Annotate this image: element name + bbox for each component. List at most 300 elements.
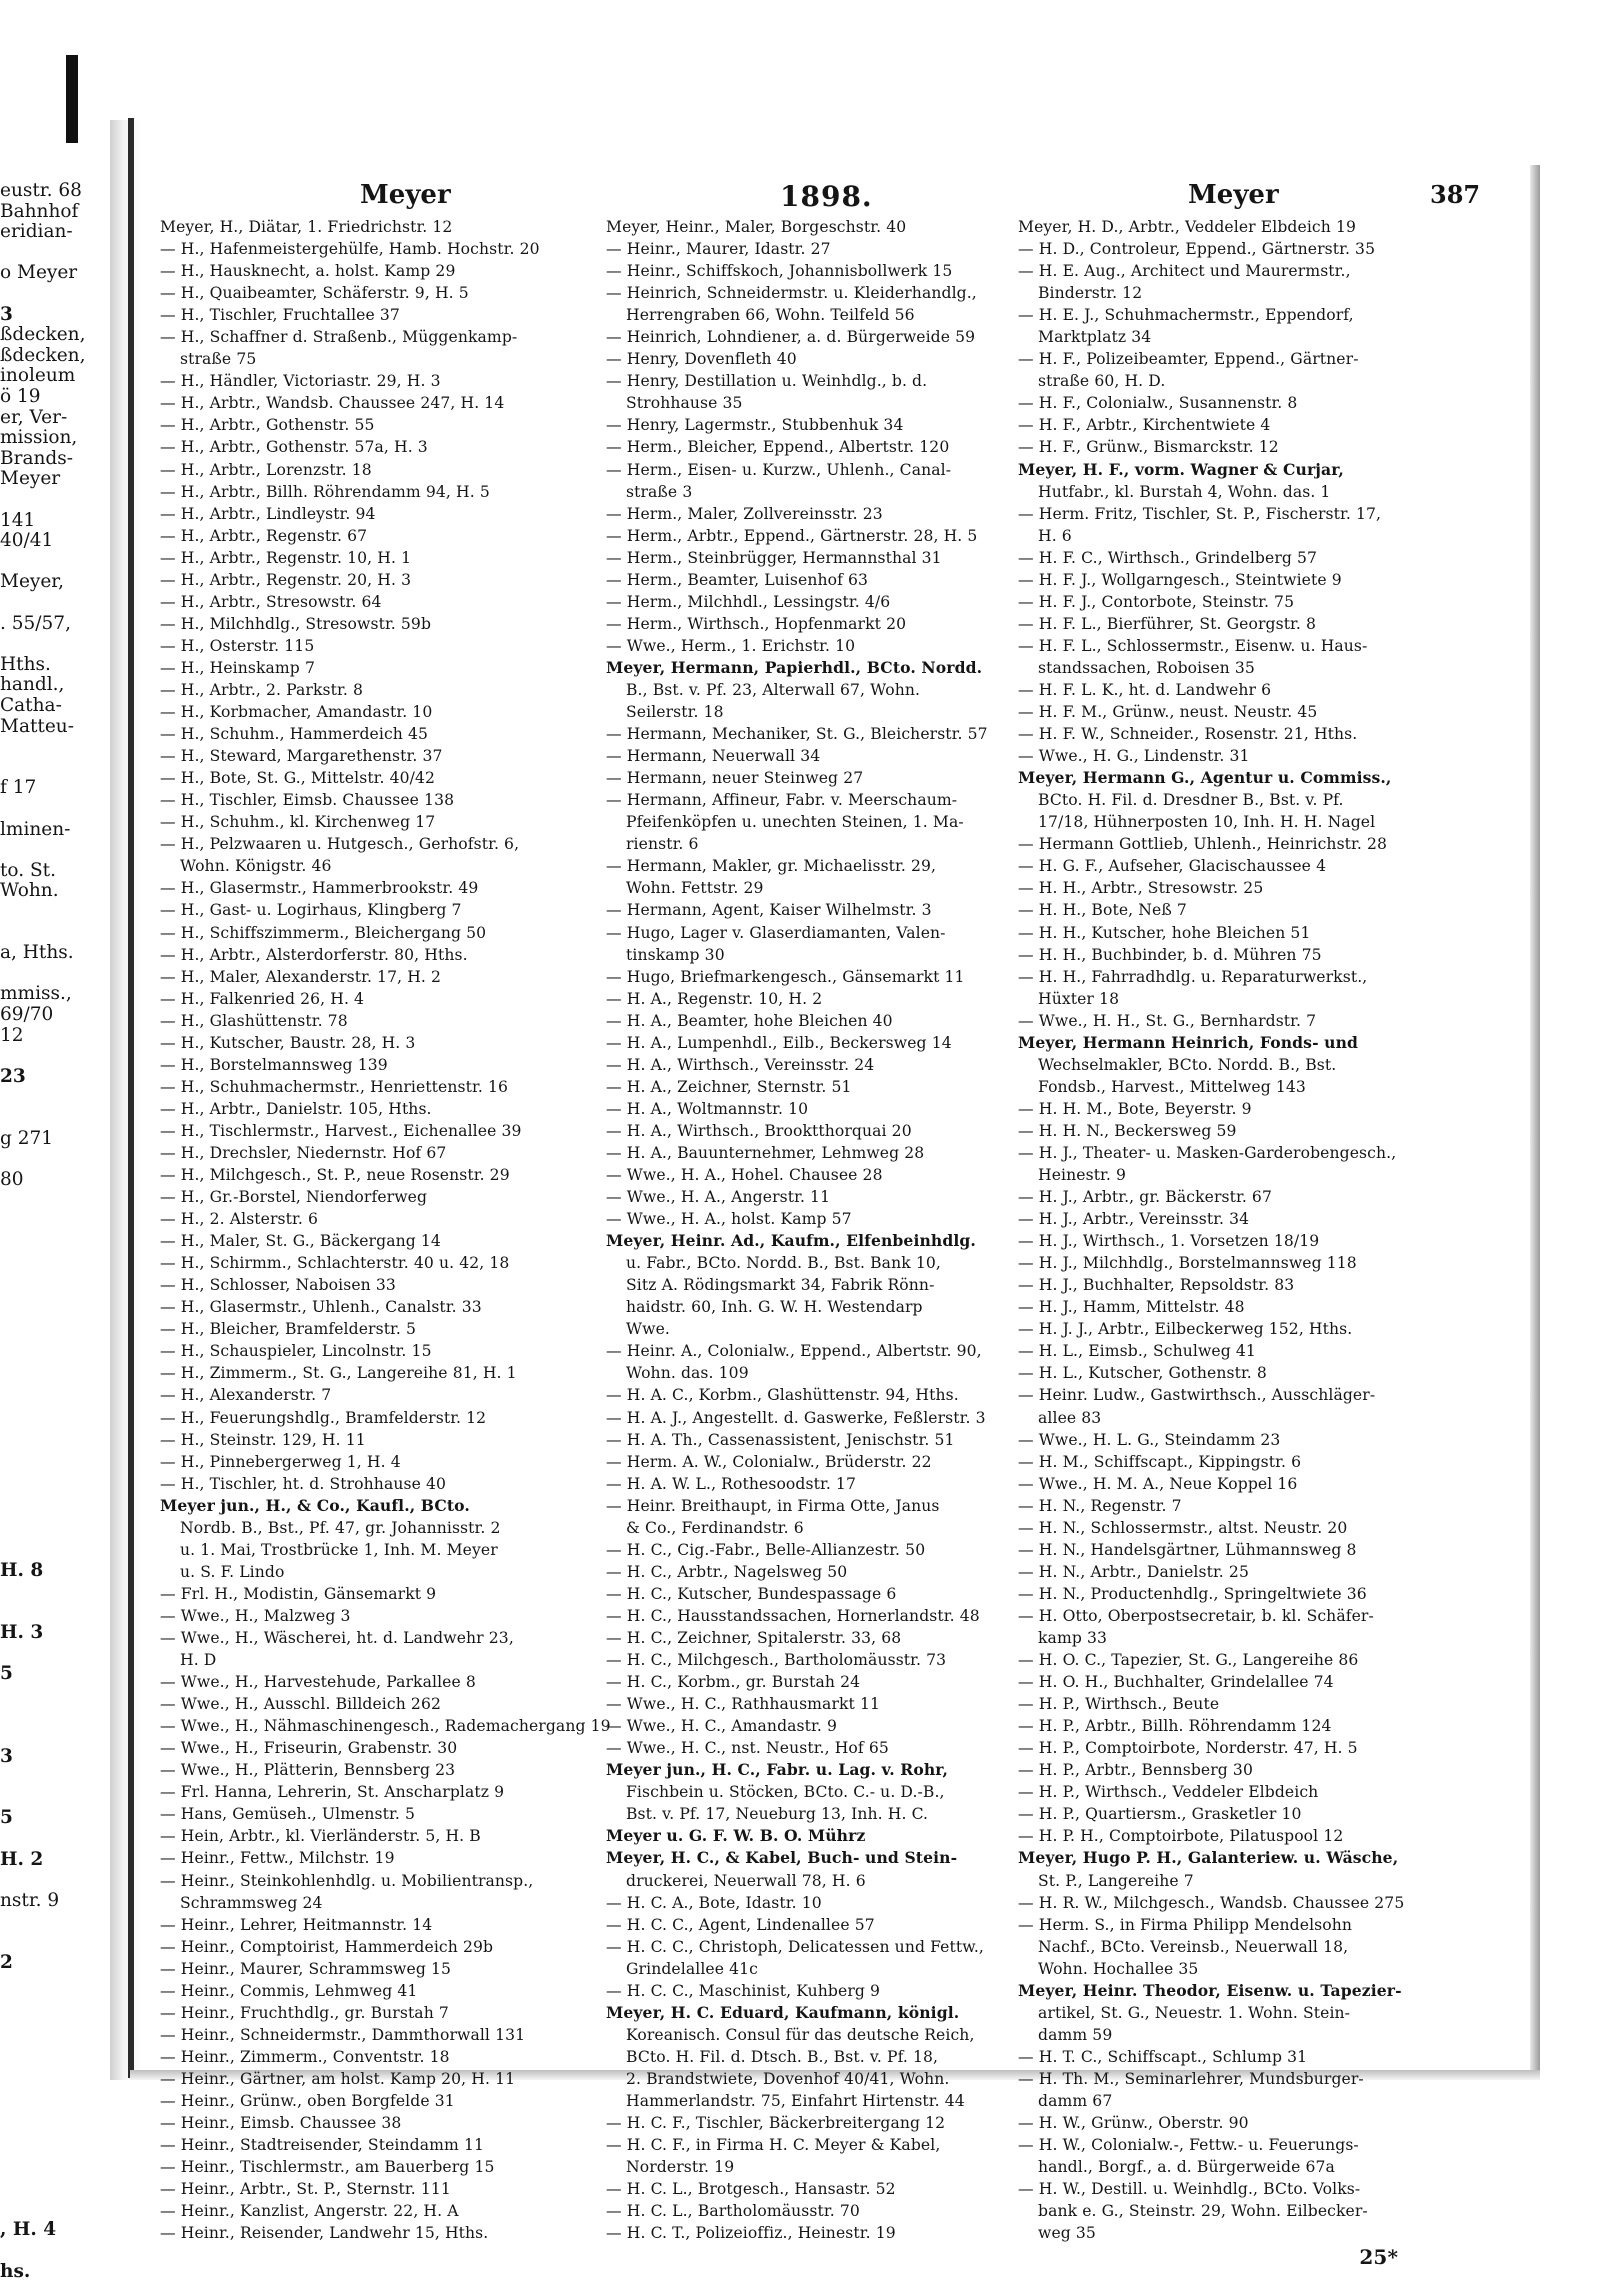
directory-entry-line: — Heinr., Tischlermstr., am Bauerberg 15 [160,2158,495,2177]
directory-entry-line: u. Fabr., BCto. Nordd. B., Bst. Bank 10, [626,1254,941,1273]
directory-entry-line: — H. J., Milchhdlg., Borstelmannsweg 118 [1018,1254,1357,1273]
left-page-line: Matteu- [0,715,74,737]
directory-entry-line: H. 6 [1038,526,1072,545]
directory-entry-line: Meyer, Hermann, Papierhdl., BCto. Nordd. [606,657,983,677]
left-page-line: inoleum [0,365,76,387]
directory-entry-line: — H., Tischlermstr., Harvest., Eichenallee 39 [160,1121,522,1140]
directory-entry-line: Wechselmakler, BCto. Nordd. B., Bst. [1038,1055,1337,1074]
directory-entry-line: — Heinr., Lehrer, Heitmannstr. 14 [160,1915,433,1934]
left-page-line: ö 19 [0,386,41,407]
book-spine-mark [66,55,78,143]
directory-entry-line: — H. Otto, Oberpostsecretair, b. kl. Schäfer- [1018,1606,1374,1625]
directory-entry-line: — Wwe., H., Friseurin, Grabenstr. 30 [160,1739,458,1758]
directory-entry-line: — H. C. A., Bote, Idastr. 10 [606,1893,822,1912]
directory-entry-line: Schrammsweg 24 [180,1893,323,1912]
directory-entry-line: BCto. H. Fil. d. Dtsch. B., Bst. v. Pf. 18, [626,2047,939,2066]
directory-entry-line: — H., Korbmacher, Amandastr. 10 [160,703,433,722]
header-right-name: Meyer [1188,180,1279,210]
directory-entry-line: — Heinr., Fettw., Milchstr. 19 [160,1849,395,1868]
directory-entry-line: — H. C. T., Polizeioffiz., Heinestr. 19 [606,2224,896,2243]
directory-entry-line: — Herm. S., in Firma Philipp Mendelsohn [1018,1915,1353,1934]
directory-entry-line: — Heinrich, Schneidermstr. u. Kleiderhandlg., [606,284,977,303]
directory-entry-line: — H. C. L., Bartholomäusstr. 70 [606,2202,860,2221]
left-page-line: hs. [0,2260,31,2282]
directory-entry-line: — H. H., Buchbinder, b. d. Mühren 75 [1018,945,1322,964]
directory-entry-line: — H. C., Korbm., gr. Burstah 24 [606,1673,861,1692]
directory-entry-line: straße 3 [626,482,693,501]
left-page-line: 5 [0,1807,13,1829]
directory-entry-line: — Heinr. A., Colonialw., Eppend., Albertstr. 90, [606,1342,982,1361]
column-1 [160,216,611,2243]
left-page-line: ßdecken, [0,344,86,366]
directory-entry-line: tinskamp 30 [626,945,725,964]
directory-entry-line: — Heinr., Gärtner, am holst. Kamp 20, H. 11 [160,2069,516,2088]
left-page-line: handl., [0,674,65,696]
directory-entry-line: Bst. v. Pf. 17, Neueburg 13, Inh. H. C. [626,1805,929,1824]
directory-entry-line: handl., Borgf., a. d. Bürgerweide 67a [1038,2158,1335,2177]
directory-entry-line: — H. A., Beamter, hohe Bleichen 40 [606,1011,893,1030]
directory-entry-line: — H. F., Arbtr., Kirchentwiete 4 [1018,416,1271,435]
left-page-line: eridian- [0,221,73,243]
directory-entry-line: — Wwe., H., Plätterin, Bennsberg 23 [160,1761,456,1780]
left-page-line: Bahnhof [0,200,79,222]
directory-entry-line: — H., Pinnebergerweg 1, H. 4 [160,1452,401,1471]
directory-entry-line: — H., Arbtr., 2. Parkstr. 8 [160,680,363,699]
directory-entry-line: — Heinr., Maurer, Idastr. 27 [606,240,831,259]
directory-entry-line: — H. C., Milchgesch., Bartholomäusstr. 73 [606,1651,947,1670]
directory-entry-line: — H. O. C., Tapezier, St. G., Langereihe 86 [1018,1651,1359,1670]
directory-entry-line: — Hein, Arbtr., kl. Vierländerstr. 5, H. B [160,1827,481,1846]
directory-entry-line: — H. N., Handelsgärtner, Lühmannsweg 8 [1018,1540,1357,1559]
directory-entry-line: — Wwe., H., Wäscherei, ht. d. Landwehr 23, [160,1629,514,1647]
directory-entry-line: Wohn. Hochallee 35 [1038,1959,1199,1978]
left-page-line: 2 [0,1951,13,1973]
directory-entry-line: — Henry, Lagermstr., Stubbenhuk 34 [606,416,904,435]
directory-entry-line: — H. Th. M., Seminarlehrer, Mundsburger- [1018,2069,1364,2088]
directory-entry-line: H. D [180,1651,217,1670]
directory-entry-line: — Hans, Gemüseh., Ulmenstr. 5 [160,1805,415,1824]
directory-entry-line: Meyer, Heinr., Maler, Borgeschstr. 40 [606,218,907,236]
directory-entry-line: — H., Tischler, ht. d. Strohhause 40 [160,1474,447,1493]
left-page-line: to. St. [0,859,56,881]
directory-entry-line: — H. L., Eimsb., Schulweg 41 [1018,1342,1256,1361]
header-left-name: Meyer [360,180,451,210]
directory-entry-line: Binderstr. 12 [1038,284,1143,303]
left-page-line: mission, [0,427,78,449]
directory-entry-line: Meyer, Hugo P. H., Galanteriew. u. Wäsche, [1018,1848,1399,1868]
directory-entry-line: Wwe. [626,1320,670,1339]
directory-entry-line: 17/18, Hühnerposten 10, Inh. H. H. Nagel [1038,813,1376,832]
directory-entry-line: — H., Borstelmannsweg 139 [160,1055,388,1074]
directory-entry-line: — H. H., Arbtr., Stresowstr. 25 [1018,879,1264,898]
directory-entry-line: — H. P., Comptoirbote, Norderstr. 47, H. 5 [1018,1739,1358,1758]
directory-entry-line: druckerei, Neuerwall 78, H. 6 [626,1871,866,1890]
directory-entry-line: — H. A., Regenstr. 10, H. 2 [606,989,823,1008]
directory-entry-line: Marktplatz 34 [1038,328,1152,347]
page-number: 387 [1430,180,1481,209]
directory-entry-line: — Herm., Bleicher, Eppend., Albertstr. 120 [606,438,950,457]
directory-entry-line: Norderstr. 19 [626,2158,735,2177]
directory-entry-line: — Heinr., Maurer, Schrammsweg 15 [160,1959,452,1978]
directory-entry-line: — H. P., Arbtr., Bennsberg 30 [1018,1761,1253,1780]
directory-entry-line: — Heinr., Commis, Lehmweg 41 [160,1981,418,2000]
directory-entry-line: — Wwe., H., Nähmaschinengesch., Rademachergang 19 [160,1717,611,1736]
directory-entry-line: — H., Arbtr., Alsterdorferstr. 80, Hths. [160,945,468,964]
directory-entry-line: — H., Zimmerm., St. G., Langereihe 81, H. 1 [160,1364,517,1383]
directory-entry-line: — H. T. C., Schiffscapt., Schlump 31 [1018,2047,1308,2066]
directory-entry-line: — Wwe., H. H., St. G., Bernhardstr. 7 [1018,1011,1317,1030]
directory-entry-line: — H. C., Hausstandssachen, Hornerlandstr. 48 [606,1606,980,1625]
directory-entry-line: Meyer, Heinr. Ad., Kaufm., Elfenbeinhdlg. [606,1231,976,1251]
directory-entry-line: — H. A., Zeichner, Sternstr. 51 [606,1077,852,1096]
directory-entry-line: Meyer jun., H. C., Fabr. u. Lag. v. Rohr, [606,1760,948,1780]
left-page-line: 69/70 [0,1004,54,1025]
directory-entry-line: — H., Drechsler, Niedernstr. Hof 67 [160,1143,447,1162]
directory-entry-line: — Wwe., H., Harvestehude, Parkallee 8 [160,1673,476,1692]
directory-entry-line: — Heinr., Stadtreisender, Steindamm 11 [160,2136,484,2155]
directory-entry-line: — H. N., Schlossermstr., altst. Neustr. 20 [1018,1518,1348,1537]
directory-entry-line: — Wwe., H. A., Hohel. Chausee 28 [606,1166,883,1185]
directory-entry-line: Herrengraben 66, Wohn. Teilfeld 56 [626,306,915,325]
directory-entry-line: — Hermann Gottlieb, Uhlenh., Heinrichstr. 28 [1018,835,1388,854]
directory-entry-line: Meyer, H. F., vorm. Wagner & Curjar, [1018,459,1344,479]
left-page-line: Wohn. [0,880,59,902]
directory-entry-line: — H. P. H., Comptoirbote, Pilatuspool 12 [1018,1827,1344,1846]
directory-entry-line: — H., Pelzwaaren u. Hutgesch., Gerhofstr. 6, [160,835,520,854]
directory-entry-line: Meyer, H. C., & Kabel, Buch- und Stein- [606,1848,958,1868]
directory-entry-line: Pfeifenköpfen u. unechten Steinen, 1. Ma- [626,813,964,832]
left-page-line: 80 [0,1168,24,1190]
left-page-line: Hths. [0,653,51,675]
directory-entry-line: — H. W., Grünw., Oberstr. 90 [1018,2114,1249,2133]
left-page-line: 40/41 [0,530,54,552]
directory-entry-line: Seilerstr. 18 [626,703,724,722]
directory-entry-line: — Heinr., Arbtr., St. P., Sternstr. 111 [160,2180,451,2199]
directory-entry-line: — H., Schuhm., Hammerdeich 45 [160,725,429,744]
directory-entry-line: — H. C., Kutscher, Bundespassage 6 [606,1584,897,1603]
directory-entry-line: — Herm. Fritz, Tischler, St. P., Fischerstr. 17, [1018,504,1382,523]
directory-entry-line: — H. G. F., Aufseher, Glacischaussee 4 [1018,857,1327,876]
left-page-line: 3 [0,303,13,325]
directory-entry-line: — H., Milchgesch., St. P., neue Rosenstr. 29 [160,1166,510,1185]
directory-entry-line: — H. C. F., Tischler, Bäckerbreitergang 12 [606,2114,946,2133]
left-page-line: Meyer, [0,571,64,593]
directory-entry-line: — H. J., Hamm, Mittelstr. 48 [1018,1298,1245,1317]
directory-entry-line: — H. F. W., Schneider., Rosenstr. 21, Hths. [1018,725,1358,744]
left-page-line: o Meyer [0,262,78,284]
directory-entry-line: — H. R. W., Milchgesch., Wandsb. Chaussee 275 [1018,1893,1405,1912]
directory-entry-line: — H. F., Grünw., Bismarckstr. 12 [1018,438,1279,457]
directory-entry-line: — H. W., Destill. u. Weinhdlg., BCto. Volks- [1018,2180,1361,2199]
directory-entry-line: — H., Bleicher, Bramfelderstr. 5 [160,1320,417,1339]
directory-entry-line: — H., Arbtr., Lindleystr. 94 [160,504,376,523]
gutter-line [128,118,134,2078]
directory-entry-line: — Heinrich, Lohndiener, a. d. Bürgerweide 59 [606,328,976,347]
directory-entry-line: — H., Steward, Margarethenstr. 37 [160,747,443,766]
directory-entry-line: — H., Arbtr., Danielstr. 105, Hths. [160,1099,432,1118]
directory-entry-line: Meyer, Heinr. Theodor, Eisenw. u. Tapezier- [1018,1980,1402,2000]
directory-entry-line: — H., Tischler, Eimsb. Chaussee 138 [160,791,455,810]
directory-entry-line: — H., Arbtr., Wandsb. Chaussee 247, H. 14 [160,394,505,413]
directory-entry-line: — H., Arbtr., Gothenstr. 57a, H. 3 [160,438,428,457]
directory-entry-line: — H., Schlosser, Naboisen 33 [160,1276,396,1295]
directory-entry-line: — H., Schuhm., kl. Kirchenweg 17 [160,813,436,832]
directory-entry-line: — H. C., Arbtr., Nagelsweg 50 [606,1562,848,1581]
directory-entry-line: — H. C., Cig.-Fabr., Belle-Allianzestr. 50 [606,1540,926,1559]
directory-entry-line: — H. A. C., Korbm., Glashüttenstr. 94, Hths. [606,1386,959,1405]
directory-entry-line: — H. F. L., Schlossermstr., Eisenw. u. Haus- [1018,636,1368,655]
directory-entry-line: — Wwe., Herm., 1. Erichstr. 10 [606,636,856,655]
directory-entry-line: — Herm., Arbtr., Eppend., Gärtnerstr. 28, H. 5 [606,526,978,545]
left-page-line: g 271 [0,1127,54,1149]
directory-entry-line: — Heinr., Comptoirist, Hammerdeich 29b [160,1937,494,1956]
directory-entry-line: straße 60, H. D. [1038,372,1166,391]
directory-entry-line: — H., Arbtr., Billh. Röhrendamm 94, H. 5 [160,482,490,501]
gutter-shadow [110,120,144,2080]
directory-entry-line: — H. C. F., in Firma H. C. Meyer & Kabel, [606,2136,941,2155]
directory-entry-line: — H. C. C., Agent, Lindenallee 57 [606,1915,875,1934]
directory-entry-line: — H., Gr.-Borstel, Niendorferweg [160,1188,428,1207]
directory-entry-line: Heinestr. 9 [1038,1166,1127,1185]
directory-entry-line: — Herm., Maler, Zollvereinsstr. 23 [606,504,883,523]
directory-entry-line: — Heinr., Steinkohlenhdlg. u. Mobilientransp., [160,1871,534,1890]
directory-entry-line: 25* [1359,2245,1398,2270]
directory-entry-line: — H., Tischler, Fruchtallee 37 [160,306,400,325]
directory-entry-line: u. S. F. Lindo [180,1562,285,1581]
directory-entry-line: — H. N., Regenstr. 7 [1018,1496,1182,1515]
directory-entry-line: u. 1. Mai, Trostbrücke 1, Inh. M. Meyer [180,1540,498,1559]
directory-entry-line: — H. F. L., Bierführer, St. Georgstr. 8 [1018,614,1317,633]
directory-entry-line: artikel, St. G., Neuestr. 1. Wohn. Stein- [1038,2003,1351,2022]
directory-entry-line: bank e. G., Steinstr. 29, Wohn. Eilbecker- [1038,2202,1368,2221]
directory-entry-line: — H. P., Wirthsch., Veddeler Elbdeich [1018,1783,1319,1802]
directory-entry-line: — H., Händler, Victoriastr. 29, H. 3 [160,372,441,391]
left-page-line: er, Ver- [0,406,68,428]
page-edge-right [1530,165,1540,2075]
directory-entry-line: — Heinr., Kanzlist, Angerstr. 22, H. A [160,2202,459,2221]
left-page-line: 5 [0,1663,13,1685]
left-page-line: . 55/57, [0,612,71,634]
directory-entry-line: — H. A., Woltmannstr. 10 [606,1099,809,1118]
directory-entry-line: — H. E. J., Schuhmachermstr., Eppendorf, [1018,306,1354,325]
directory-entry-line: — H., 2. Alsterstr. 6 [160,1210,318,1229]
directory-entry-line: — Hugo, Briefmarkengesch., Gänsemarkt 11 [606,967,965,986]
directory-entry-line: — Wwe., H., Malzweg 3 [160,1606,351,1625]
directory-entry-line: — Herm., Beamter, Luisenhof 63 [606,570,869,589]
directory-entry-line: Sitz A. Rödingsmarkt 34, Fabrik Rönn- [626,1276,935,1295]
directory-entry-line: — H. F., Polizeibeamter, Eppend., Gärtner- [1018,350,1359,369]
directory-entry-line: — Wwe., H. A., Angerstr. 11 [606,1188,831,1207]
directory-entry-line: — H., Arbtr., Regenstr. 10, H. 1 [160,548,412,567]
directory-entry-line: Nordb. B., Bst., Pf. 47, gr. Johannisstr. 2 [180,1518,501,1537]
left-page-line: H. 2 [0,1848,44,1870]
left-page-line: 23 [0,1065,26,1087]
left-page-line: nstr. 9 [0,1889,60,1911]
directory-entry-line: — H., Schuhmachermstr., Henriettenstr. 16 [160,1077,508,1096]
directory-entry-line: — H., Quaibeamter, Schäferstr. 9, H. 5 [160,284,469,303]
left-page-line: H. 3 [0,1622,44,1643]
directory-entry-line: — Heinr., Reisender, Landwehr 15, Hths. [160,2224,489,2243]
directory-entry-line: — H., Gast- u. Logirhaus, Klingberg 7 [160,901,462,920]
left-page-line: mmiss., [0,983,72,1005]
directory-entry-line: — H. J., Buchhalter, Repsoldstr. 83 [1018,1276,1295,1295]
directory-entry-line: — H. H. N., Beckersweg 59 [1018,1121,1237,1140]
directory-entry-line: Meyer u. G. F. W. B. O. Mührz [606,1826,866,1846]
directory-entry-line: — H., Schiffszimmerm., Bleichergang 50 [160,923,487,942]
directory-entry-line: — H., Hafenmeistergehülfe, Hamb. Hochstr. 20 [160,240,540,259]
directory-entry-line: — H. E. Aug., Architect und Maurermstr., [1018,262,1351,281]
directory-entry-line: — H. C., Zeichner, Spitalerstr. 33, 68 [606,1629,902,1647]
directory-entry-line: St. P., Langereihe 7 [1038,1871,1194,1890]
directory-entry-line: Strohhause 35 [626,394,743,413]
directory-entry-line: — Heinr., Eimsb. Chaussee 38 [160,2114,402,2133]
directory-entry-line: & Co., Ferdinandstr. 6 [626,1518,804,1537]
directory-entry-line: — H. N., Arbtr., Danielstr. 25 [1018,1562,1249,1581]
left-page-line: 3 [0,1745,13,1767]
directory-entry-line: — H. J. J., Arbtr., Eilbeckerweg 152, Hths. [1018,1320,1353,1339]
directory-entry-line: — H. A., Lumpenhdl., Eilb., Beckersweg 14 [606,1033,952,1052]
column-2 [606,216,1016,2243]
directory-entry-line: Meyer, Hermann G., Agentur u. Commiss., [1018,768,1392,788]
directory-entry-line: — H. H., Kutscher, hohe Bleichen 51 [1018,923,1311,942]
directory-entry-line: — Heinr. Ludw., Gastwirthsch., Ausschläger- [1018,1386,1376,1405]
directory-entry-line: — H. A., Wirthsch., Brooktthorquai 20 [606,1121,912,1140]
left-page-line: eustr. 68 [0,180,82,201]
directory-entry-line: — H. P., Arbtr., Billh. Röhrendamm 124 [1018,1717,1332,1736]
directory-entry-line: — H. C. C., Christoph, Delicatessen und Fettw., [606,1937,984,1956]
directory-entry-line: — H. J., Theater- u. Masken-Garderobengesch., [1018,1143,1397,1162]
left-page-line: lminen- [0,818,71,840]
directory-entry-line: kamp 33 [1038,1629,1108,1647]
directory-entry-line: Wohn. Königstr. 46 [180,857,332,876]
directory-entry-line: — H., Arbtr., Regenstr. 20, H. 3 [160,570,412,589]
directory-entry-line: — H., Milchhdlg., Stresowstr. 59b [160,614,432,633]
directory-entry-line: Grindelallee 41c [626,1959,758,1978]
directory-entry-line: — H. H. M., Bote, Beyerstr. 9 [1018,1099,1252,1118]
directory-entry-line: — H., Maler, St. G., Bäckergang 14 [160,1232,441,1251]
directory-entry-line: — H. P., Wirthsch., Beute [1018,1695,1220,1714]
directory-entry-line: — H. J., Arbtr., gr. Bäckerstr. 67 [1018,1188,1272,1207]
directory-entry-line: — H. M., Schiffscapt., Kippingstr. 6 [1018,1452,1302,1471]
directory-entry-line: weg 35 [1038,2224,1096,2243]
directory-entry-line: — Henry, Destillation u. Weinhdlg., b. d. [606,372,928,391]
directory-entry-line: BCto. H. Fil. d. Dresdner B., Bst. v. Pf. [1038,791,1344,810]
directory-entry-line: — Hermann, Neuerwall 34 [606,747,821,766]
directory-entry-line: — Herm., Wirthsch., Hopfenmarkt 20 [606,614,907,633]
directory-entry-line: — H., Glasermstr., Hammerbrookstr. 49 [160,879,479,898]
directory-entry-line: — H. A. W. L., Rothesoodstr. 17 [606,1474,856,1493]
directory-entry-line: Wohn. das. 109 [626,1364,749,1383]
directory-entry-line: — Henry, Dovenfleth 40 [606,350,797,369]
directory-entry-line: — H., Falkenried 26, H. 4 [160,989,365,1008]
directory-entry-line: — Hugo, Lager v. Glaserdiamanten, Valen- [606,923,946,942]
directory-entry-line: — Heinr., Zimmerm., Conventstr. 18 [160,2047,450,2066]
directory-entry-line: — H. A., Wirthsch., Vereinsstr. 24 [606,1055,875,1074]
directory-entry-line: damm 59 [1038,2025,1113,2044]
directory-entry-line: — H., Hausknecht, a. holst. Kamp 29 [160,262,456,281]
directory-entry-line: Wohn. Fettstr. 29 [626,879,764,898]
directory-entry-line: — Herm., Steinbrügger, Hermannsthal 31 [606,548,942,567]
directory-entry-line: — H. A. J., Angestellt. d. Gaswerke, Feßlerstr. 3 [606,1408,986,1427]
left-page-line: f 17 [0,777,37,799]
directory-entry-line: rienstr. 6 [626,835,699,854]
directory-entry-line: Fischbein u. Stöcken, BCto. C.- u. D.-B., [626,1783,945,1802]
left-page-line: , H. 4 [0,2219,57,2241]
left-page-line: a, Hths. [0,942,74,964]
directory-entry-line: — H., Arbtr., Regenstr. 67 [160,526,368,545]
directory-entry-line: — H. P., Quartiersm., Grasketler 10 [1018,1805,1302,1824]
directory-entry-line: — Hermann, neuer Steinweg 27 [606,769,864,788]
directory-entry-line: — H. F., Colonialw., Susannenstr. 8 [1018,394,1298,413]
directory-entry-line: — H. F. J., Wollgarngesch., Steintwiete 9 [1018,570,1342,589]
directory-entry-line: — Heinr., Grünw., oben Borgfelde 31 [160,2091,455,2110]
directory-entry-line: — Heinr., Schiffskoch, Johannisbollwerk 15 [606,262,953,281]
directory-entry-line: — H., Glasermstr., Uhlenh., Canalstr. 33 [160,1298,482,1317]
directory-entry-line: Meyer, H., Diätar, 1. Friedrichstr. 12 [160,218,453,236]
directory-entry-line: — Hermann, Affineur, Fabr. v. Meerschaum- [606,791,958,810]
directory-entry-line: Hutfabr., kl. Burstah 4, Wohn. das. 1 [1038,482,1331,501]
directory-entry-line: — Herm., Eisen- u. Kurzw., Uhlenh., Canal- [606,460,952,479]
directory-entry-line: — H., Schirmm., Schlachterstr. 40 u. 42, 18 [160,1254,510,1273]
directory-entry-line: — H. F. C., Wirthsch., Grindelberg 57 [1018,548,1318,567]
left-page-line: Meyer [0,468,61,490]
directory-entry-line: — H., Schaffner d. Straßenb., Müggenkamp- [160,328,518,347]
directory-entry-line: — H., Maler, Alexanderstr. 17, H. 2 [160,967,442,986]
directory-entry-line: — H., Alexanderstr. 7 [160,1386,332,1405]
directory-entry-line: Hüxter 18 [1038,989,1120,1008]
left-page-line: Brands- [0,447,73,469]
directory-entry-line: — H., Schauspieler, Lincolnstr. 15 [160,1342,432,1361]
directory-entry-line: — H. H., Bote, Neß 7 [1018,901,1187,920]
directory-entry-line: Meyer, H. D., Arbtr., Veddeler Elbdeich 19 [1018,218,1356,236]
directory-entry-line: — H. W., Colonialw.-, Fettw.- u. Feuerungs- [1018,2136,1359,2155]
directory-entry-line: — H. F. L. K., ht. d. Landwehr 6 [1018,680,1272,699]
directory-entry-line: — H. F. J., Contorbote, Steinstr. 75 [1018,592,1295,611]
directory-entry-line: — H., Arbtr., Lorenzstr. 18 [160,460,372,479]
directory-entry-line: — H., Heinskamp 7 [160,658,315,677]
directory-entry-line: — Heinr. Breithaupt, in Firma Otte, Janus [606,1496,940,1515]
column-3 [1018,216,1424,2270]
directory-entry-line: Meyer jun., H., & Co., Kaufl., BCto. [160,1495,470,1515]
directory-entry-line: — Wwe., H. M. A., Neue Koppel 16 [1018,1474,1298,1493]
directory-entry-line: — H., Steinstr. 129, H. 11 [160,1430,366,1449]
directory-entry-line: — H., Osterstr. 115 [160,636,315,655]
directory-entry-line: — Frl. H., Modistin, Gänsemarkt 9 [160,1584,437,1603]
directory-entry-line: — H., Arbtr., Stresowstr. 64 [160,592,382,611]
directory-entry-line: Meyer, Hermann Heinrich, Fonds- und [1018,1032,1359,1052]
directory-entry-line: — Hermann, Mechaniker, St. G., Bleicherstr. 57 [606,725,988,744]
directory-entry-line: damm 67 [1038,2091,1113,2110]
left-page-line: H. 8 [0,1560,44,1582]
left-page-line: Catha- [0,695,62,716]
directory-entry-line: — Wwe., H., Ausschl. Billdeich 262 [160,1695,441,1714]
directory-entry-line: Meyer, H. C. Eduard, Kaufmann, königl. [606,2002,960,2022]
directory-entry-line: — Heinr., Schneidermstr., Dammthorwall 131 [160,2025,526,2044]
directory-entry-line: — Wwe., H. A., holst. Kamp 57 [606,1210,852,1229]
left-page-line: 12 [0,1024,24,1046]
directory-entry-line: — H., Arbtr., Gothenstr. 55 [160,416,375,435]
directory-entry-line: — Heinr., Fruchthdlg., gr. Burstah 7 [160,2003,449,2022]
directory-entry-line: haidstr. 60, Inh. G. W. H. Westendarp [626,1298,923,1317]
directory-entry-line: — H. L., Kutscher, Gothenstr. 8 [1018,1364,1267,1383]
directory-entry-line: — Wwe., H. L. G., Steindamm 23 [1018,1430,1281,1449]
directory-entry-line: — H. D., Controleur, Eppend., Gärtnerstr. 35 [1018,240,1376,259]
directory-entry-line: standssachen, Roboisen 35 [1038,658,1255,677]
directory-entry-line: Nachf., BCto. Vereinsb., Neuerwall 18, [1038,1937,1349,1956]
left-page-line: ßdecken, [0,324,86,346]
directory-entry-line: — H., Glashüttenstr. 78 [160,1011,348,1030]
directory-entry-line: — H. O. H., Buchhalter, Grindelallee 74 [1018,1673,1334,1692]
